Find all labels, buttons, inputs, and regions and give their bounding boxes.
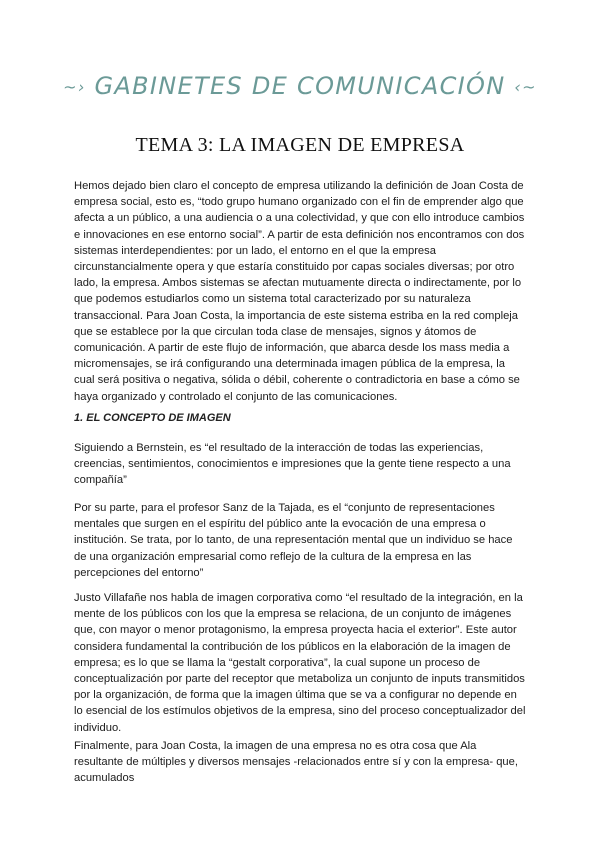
paragraph-text: Por su parte, para el profesor Sanz de la Tajada, es el “conjunto de representaciones mentales que surgen en el espíritu del público ante la evocación de una empresa o institución. Se trata, por lo tanto, de una representación mental que un individuo se hace de una organización empresarial como reflejo de la cultura de la empresa en las percepciones del entorno” xyxy=(74,502,513,579)
paragraph-joan-costa xyxy=(74,738,526,787)
paragraph-bernstein xyxy=(74,440,526,489)
header-banner xyxy=(0,72,600,100)
intro-paragraph xyxy=(74,178,526,405)
paragraph-sanz-de-la-tajada xyxy=(74,500,526,581)
banner-text: GABINETES DE COMUNICACIÓN xyxy=(94,72,506,100)
paragraph-text: Finalmente, para Joan Costa, la imagen de una empresa no es otra cosa que Ala resultante de múltiples y diversos mensajes -relacionados entre sí y con la empresa- que, acumulados xyxy=(74,740,518,785)
right-flourish-icon: ‹~ xyxy=(514,77,537,97)
document-title: TEMA 3: LA IMAGEN DE EMPRESA xyxy=(135,134,465,156)
paragraph-text: Justo Villafañe nos habla de imagen corporativa como “el resultado de la integración, en la mente de los públicos con los que la empresa se relaciona, de un conjunto de imágenes que, con mayor o menor protagonismo, la empresa proyecta hacia el exterior”. Este autor considera fundamental la contribución de los públicos en la elaboración de la imagen de empresa; es lo que se llama la “gestalt corporativa”, la cual supone un proceso de conceptualización por parte del receptor que metaboliza un conjunto de inputs transmitidos por la organización, de forma que la imagen última que se va a configurar no depende en lo esencial de los estímulos objetivos de la empresa, sino del proceso conceptualizador del individuo. xyxy=(74,592,526,734)
paragraph-villafane xyxy=(74,590,526,736)
left-flourish-icon: ~› xyxy=(63,77,86,97)
section-heading: 1. EL CONCEPTO DE IMAGEN xyxy=(74,412,231,424)
paragraph-text: Siguiendo a Bernstein, es “el resultado de la interacción de todas las experiencias, creencias, sentimientos, conocimientos e impresiones que la gente tiene respecto a una compañía” xyxy=(74,442,511,487)
intro-text: Hemos dejado bien claro el concepto de empresa utilizando la definición de Joan Costa de empresa social, esto es, “todo grupo humano organizado con el fin de emprender algo que afecta a un público, a una audiencia o a una colectividad, y que con ello introduce cambios e innovaciones en ese entorno social”. A partir de esta definición nos encontramos con dos sistemas interdependientes: por un lado, el entorno en el que la empresa circunstancialmente opera y que estaría constituido por capas sociales diversas; por otro lado, la empresa. Ambos sistemas se afectan mutuamente directa o indirectamente, por lo que podemos estudiarlos como un sistema total caracterizado por su naturaleza transaccional. Para Joan Costa, la importancia de este sistema estriba en la red compleja que se establece por la que circulan toda clase de mensajes, signos y átomos de comunicación. A partir de este flujo de información, que abarca desde los mass media a micromensajes, se irá configurando una determinada imagen pública de la empresa, la cual será positiva o negativa, sólida o débil, coherente o contradictoria en base a cómo se haya organizado y controlado el conjunto de las comunicaciones. xyxy=(74,180,525,403)
